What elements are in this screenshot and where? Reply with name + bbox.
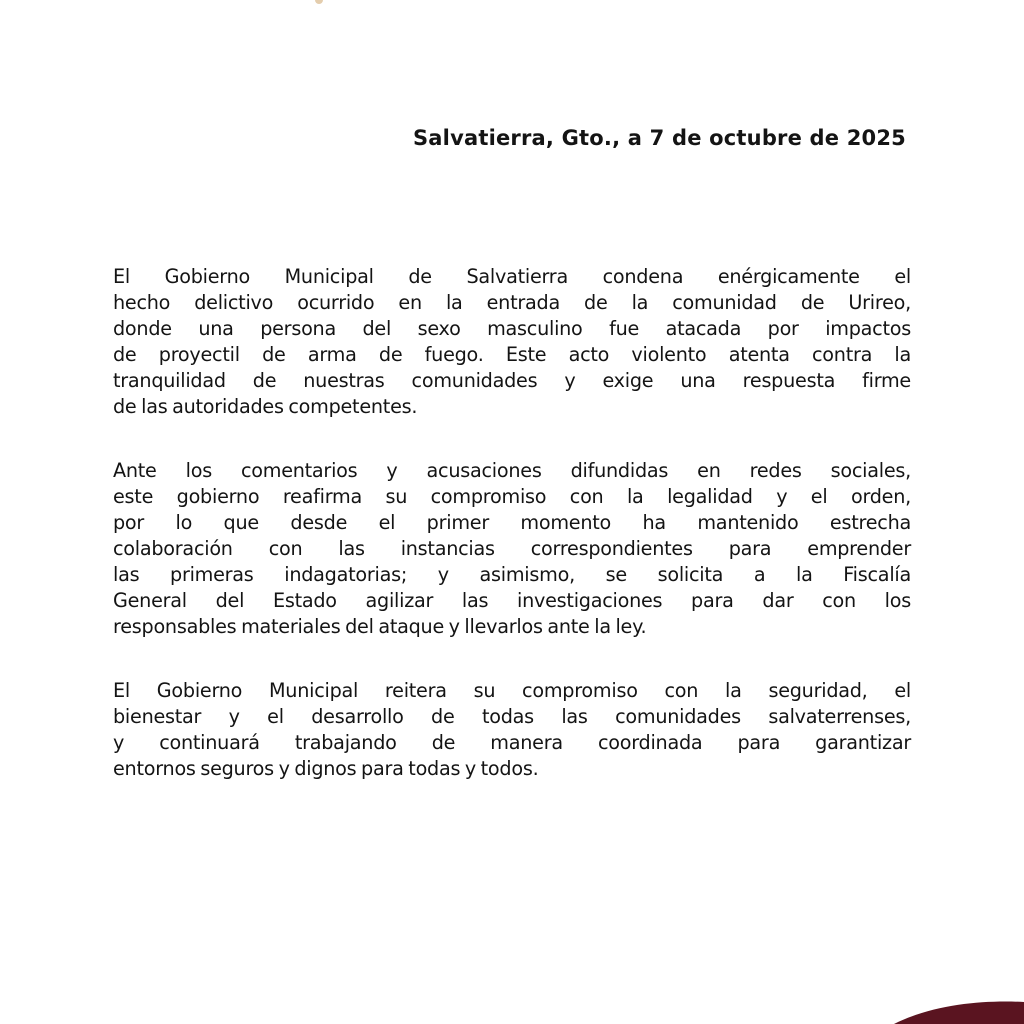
- paragraph-line: por lo que desde el primer momento ha mantenido estrecha: [113, 511, 911, 534]
- paragraph-line: Ante los comentarios y acusaciones difundidas en redes sociales,: [113, 459, 911, 482]
- paragraph-line: de las autoridades competentes.: [113, 395, 418, 418]
- paragraph-line: donde una persona del sexo masculino fue atacada por impactos: [113, 317, 911, 340]
- paragraph-line: El Gobierno Municipal de Salvatierra condena enérgicamente el: [113, 265, 911, 288]
- paragraph-3: [113, 678, 911, 782]
- paragraph-line: este gobierno reafirma su compromiso con la legalidad y el orden,: [113, 485, 911, 508]
- paragraph-line: de proyectil de arma de fuego. Este acto violento atenta contra la: [113, 343, 911, 366]
- header-decoration: [315, 0, 323, 4]
- paragraph-line: General del Estado agilizar las investigaciones para dar con los: [113, 589, 911, 612]
- paragraph-line: bienestar y el desarrollo de todas las comunidades salvaterrenses,: [113, 705, 911, 728]
- paragraph-2: [113, 458, 911, 640]
- footer-wave-decoration: [874, 994, 1024, 1024]
- dateline: Salvatierra, Gto., a 7 de octubre de 2025: [412, 126, 906, 150]
- paragraph-line: colaboración con las instancias correspondientes para emprender: [113, 537, 911, 560]
- paragraph-line: hecho delictivo ocurrido en la entrada de la comunidad de Urireo,: [113, 291, 911, 314]
- paragraph-line: y continuará trabajando de manera coordinada para garantizar: [113, 731, 911, 754]
- paragraph-line: responsables materiales del ataque y llevarlos ante la ley.: [113, 615, 647, 638]
- paragraph-line: entornos seguros y dignos para todas y todos.: [113, 757, 539, 780]
- paragraph-line: El Gobierno Municipal reitera su compromiso con la seguridad, el: [113, 679, 911, 702]
- paragraph-1: [113, 264, 911, 420]
- paragraph-line: las primeras indagatorias; y asimismo, se solicita a la Fiscalía: [113, 563, 911, 586]
- paragraph-line: tranquilidad de nuestras comunidades y exige una respuesta firme: [113, 369, 911, 392]
